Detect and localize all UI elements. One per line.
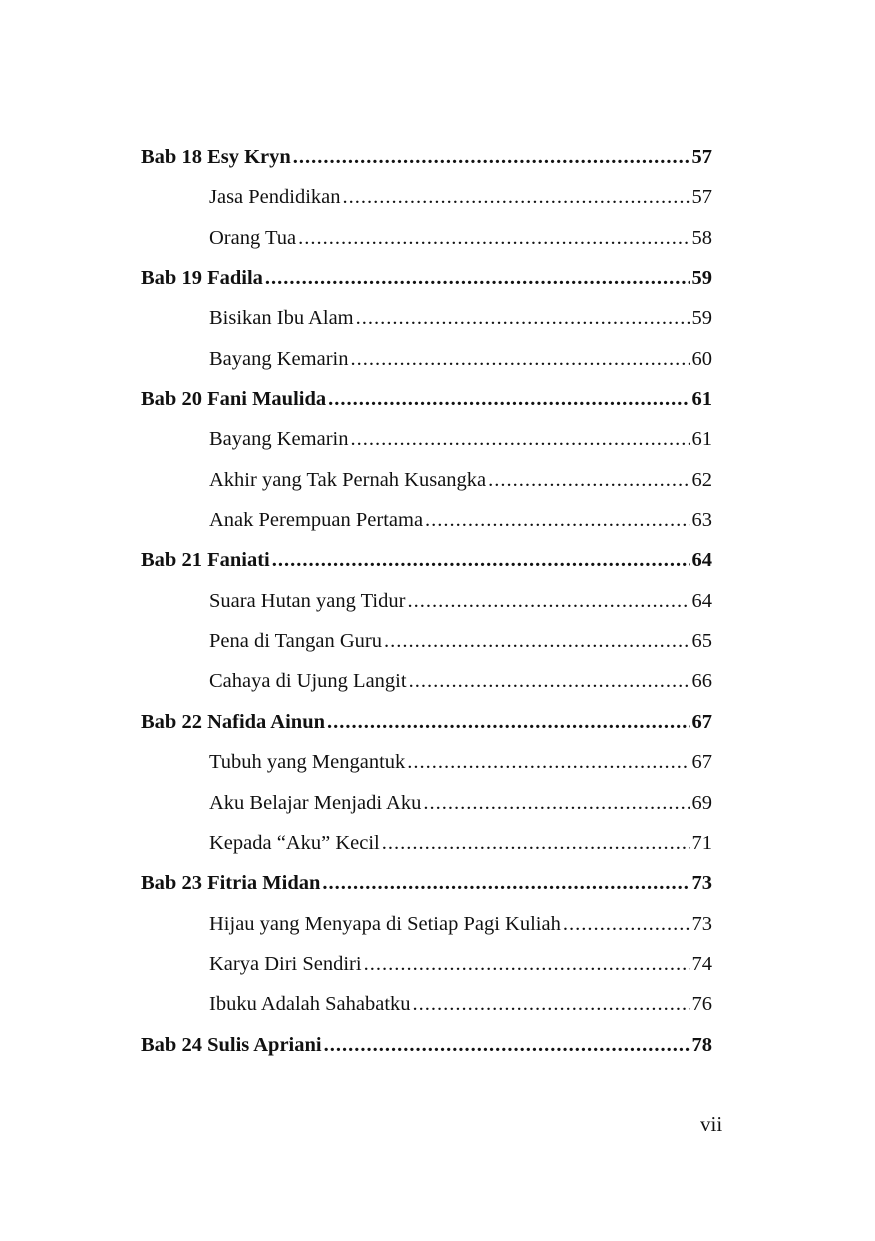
- toc-section-row[interactable]: [141, 792, 712, 832]
- toc-title: Anak Perempuan Pertama: [209, 509, 424, 532]
- dot-leader: [413, 993, 690, 1016]
- toc-section-row[interactable]: [141, 307, 712, 347]
- toc-section-row[interactable]: [141, 630, 712, 670]
- toc-page-number: 67: [691, 710, 712, 733]
- toc-section-row[interactable]: [141, 993, 712, 1033]
- toc-page-number: 59: [691, 307, 712, 330]
- toc-page-number: 64: [691, 549, 712, 572]
- toc-page-number: 76: [691, 993, 712, 1016]
- toc-title: Tubuh yang Mengantuk: [209, 751, 406, 774]
- dot-leader: [407, 590, 689, 613]
- toc-section-row[interactable]: [141, 348, 712, 388]
- toc-page-number: 58: [691, 226, 712, 249]
- dot-leader: [409, 670, 690, 693]
- toc-title: Karya Diri Sendiri: [209, 952, 362, 975]
- dot-leader: [322, 872, 689, 895]
- dot-leader: [343, 186, 690, 209]
- toc-section-row[interactable]: [141, 186, 712, 226]
- toc-page-number: 62: [691, 468, 712, 491]
- toc-page-number: 60: [691, 347, 712, 370]
- dot-leader: [407, 751, 689, 774]
- toc-section-row[interactable]: [141, 509, 712, 549]
- dot-leader: [425, 509, 689, 532]
- toc-page-number: 57: [691, 146, 712, 168]
- dot-leader: [298, 227, 689, 250]
- toc-title: Bayang Kemarin: [209, 428, 349, 451]
- toc-title: Suara Hutan yang Tidur: [209, 589, 406, 612]
- toc-title: Bab 19 Fadila: [141, 267, 263, 290]
- toc-title: Kepada “Aku” Kecil: [209, 831, 380, 854]
- toc-section-row[interactable]: [141, 832, 712, 872]
- dot-leader: [364, 953, 690, 976]
- toc-title: Bab 23 Fitria Midan: [141, 872, 321, 895]
- toc-section-row[interactable]: [141, 953, 712, 993]
- toc-title: Bab 20 Fani Maulida: [141, 388, 327, 411]
- toc-page-number: 57: [691, 186, 712, 209]
- toc-title: Cahaya di Ujung Langit: [209, 670, 407, 693]
- toc-page-number: 59: [691, 267, 712, 290]
- table-of-contents: [141, 146, 712, 1074]
- toc-title: Aku Belajar Menjadi Aku: [209, 791, 422, 814]
- toc-page-number: 67: [691, 751, 712, 774]
- dot-leader: [350, 348, 689, 371]
- toc-section-row[interactable]: [141, 428, 712, 468]
- toc-page-number: 69: [691, 791, 712, 814]
- toc-section-row[interactable]: [141, 590, 712, 630]
- toc-title: Bayang Kemarin: [209, 347, 349, 370]
- toc-section-row[interactable]: [141, 913, 712, 953]
- dot-leader: [324, 1034, 690, 1057]
- dot-leader: [350, 428, 689, 451]
- toc-chapter-row[interactable]: [141, 267, 712, 307]
- toc-page-number: 61: [691, 388, 712, 411]
- toc-page-number: 73: [691, 872, 712, 895]
- dot-leader: [327, 711, 690, 734]
- toc-chapter-row[interactable]: [141, 1034, 712, 1074]
- toc-title: Jasa Pendidikan: [209, 186, 341, 209]
- toc-chapter-row[interactable]: [141, 388, 712, 428]
- toc-page-number: 63: [691, 509, 712, 532]
- toc-chapter-row[interactable]: [141, 711, 712, 751]
- dot-leader: [488, 469, 689, 492]
- toc-page-number: 73: [691, 912, 712, 935]
- dot-leader: [423, 792, 689, 815]
- toc-title: Bab 24 Sulis Apriani: [141, 1033, 322, 1056]
- dot-leader: [356, 307, 690, 330]
- toc-title: Ibuku Adalah Sahabatku: [209, 993, 411, 1016]
- dot-leader: [272, 549, 690, 572]
- toc-section-row[interactable]: [141, 670, 712, 710]
- dot-leader: [384, 630, 690, 653]
- toc-title: Bab 18 Esy Kryn: [141, 146, 291, 168]
- dot-leader: [265, 267, 690, 290]
- toc-page-number: 71: [691, 831, 712, 854]
- dot-leader: [328, 388, 689, 411]
- toc-section-row[interactable]: [141, 751, 712, 791]
- toc-page-number: 78: [691, 1033, 712, 1056]
- dot-leader: [382, 832, 690, 855]
- toc-section-row[interactable]: [141, 227, 712, 267]
- toc-section-row[interactable]: [141, 469, 712, 509]
- dot-leader: [563, 913, 690, 936]
- toc-title: Hijau yang Menyapa di Setiap Pagi Kuliah: [209, 912, 561, 935]
- toc-chapter-row[interactable]: [141, 872, 712, 912]
- toc-title: Bisikan Ibu Alam: [209, 307, 354, 330]
- toc-chapter-row[interactable]: [141, 549, 712, 589]
- toc-page-number: 65: [691, 630, 712, 653]
- toc-page-number: 74: [691, 952, 712, 975]
- page-folio: vii: [700, 1112, 723, 1136]
- toc-title: Akhir yang Tak Pernah Kusangka: [209, 468, 487, 491]
- toc-page-number: 61: [691, 428, 712, 451]
- toc-page-number: 64: [691, 589, 712, 612]
- toc-title: Pena di Tangan Guru: [209, 630, 382, 653]
- toc-chapter-row[interactable]: [141, 146, 712, 186]
- toc-title: Bab 22 Nafida Ainun: [141, 710, 325, 733]
- toc-title: Orang Tua: [209, 226, 297, 249]
- toc-page-number: 66: [691, 670, 712, 693]
- toc-title: Bab 21 Faniati: [141, 549, 270, 572]
- dot-leader: [293, 146, 690, 169]
